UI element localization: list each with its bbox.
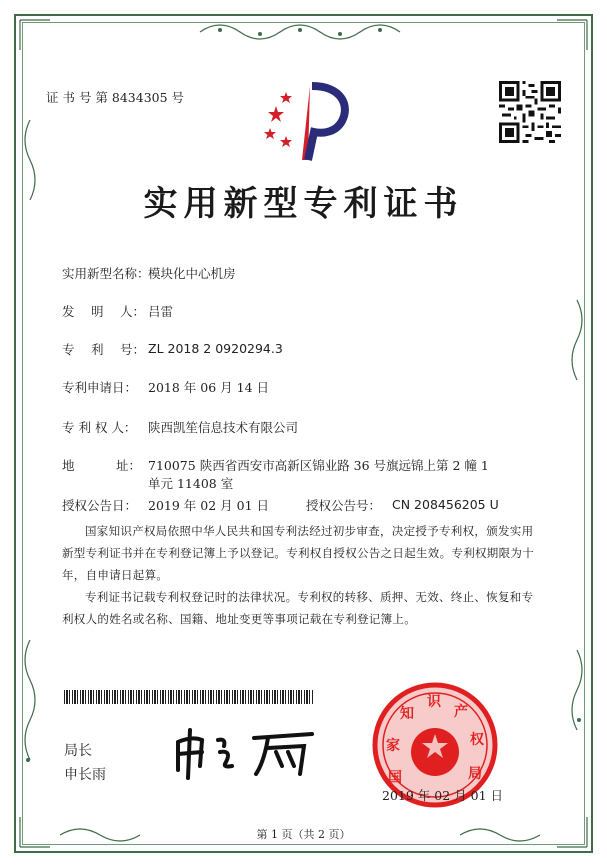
patent-holder-label: 专 利 权 人： bbox=[62, 420, 137, 435]
signatory-role: 局长 bbox=[64, 743, 92, 759]
legal-notice: 专利证书记载专利权登记时的法律状况。专利权的转移、质押、无效、终止、恢复和专利权人的姓名或名称、国籍、地址变更等事项记载在专利登记簿上。 bbox=[62, 590, 534, 626]
signatory-name: 申长雨 bbox=[64, 767, 106, 783]
application-date-value: 2018 年 06 月 14 日 bbox=[148, 380, 269, 395]
address-line-1: 710075 陕西省西安市高新区锦业路 36 号旗远锦上第 2 幢 1 bbox=[148, 458, 489, 473]
patent-holder-value: 陕西凯笙信息技术有限公司 bbox=[148, 420, 299, 435]
certificate-title: 实用新型专利证书 bbox=[143, 184, 464, 224]
qr-code bbox=[499, 81, 561, 143]
grant-date-label: 授权公告日： bbox=[62, 498, 138, 513]
svg-text:产: 产 bbox=[454, 704, 468, 720]
inventor-label: 发 明 人： bbox=[62, 304, 145, 319]
grant-statement: 国家知识产权局依照中华人民共和国专利法经过初步审查，决定授予专利权，颁发实用新型专利证书并在专利登记簿上予以登记。专利权自授权公告之日起生效。专利权期限为十年，自申请日起算。 bbox=[62, 524, 534, 582]
name-label: 实用新型名称： bbox=[62, 266, 150, 281]
cnipa-logo bbox=[262, 76, 352, 166]
grant-number-label: 授权公告号： bbox=[306, 498, 382, 513]
patent-number-label: 专 利 号： bbox=[62, 342, 145, 357]
svg-text:识: 识 bbox=[427, 694, 441, 710]
address-line-2: 单元 11408 室 bbox=[148, 476, 234, 491]
address-label: 地 址： bbox=[62, 458, 141, 473]
svg-text:国: 国 bbox=[388, 770, 402, 786]
barcode bbox=[64, 690, 314, 704]
svg-text:知: 知 bbox=[400, 706, 414, 722]
application-date-label: 专利申请日： bbox=[62, 380, 138, 395]
handwritten-signature bbox=[172, 722, 322, 782]
svg-text:家: 家 bbox=[386, 738, 400, 754]
svg-text:局: 局 bbox=[468, 766, 482, 782]
svg-text:权: 权 bbox=[470, 732, 484, 748]
certificate-number: 证 书 号 第 8434305 号 bbox=[46, 90, 185, 105]
patent-number-value: ZL 2018 2 0920294.3 bbox=[148, 341, 283, 356]
name-value: 模块化中心机房 bbox=[148, 266, 236, 281]
page-footer: 第 1 页（共 2 页） bbox=[256, 828, 351, 841]
grant-number-value: CN 208456205 U bbox=[392, 497, 499, 512]
grant-date-value: 2019 年 02 月 01 日 bbox=[148, 498, 269, 513]
inventor-value: 吕雷 bbox=[148, 304, 174, 319]
seal-date: 2019 年 02 月 01 日 bbox=[382, 788, 503, 803]
